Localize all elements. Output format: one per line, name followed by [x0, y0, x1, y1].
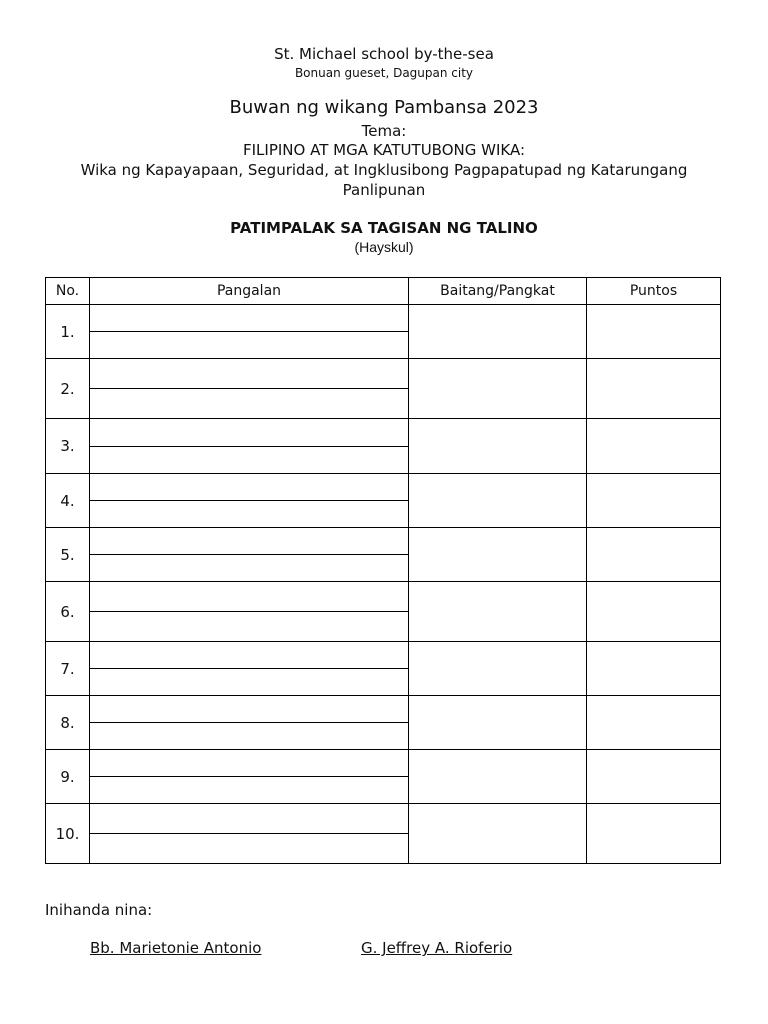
row-number: 7. [46, 642, 90, 696]
name-cell[interactable] [90, 750, 409, 804]
name-cell[interactable] [90, 305, 409, 359]
name-entry-line[interactable] [90, 833, 408, 863]
name-entry-line[interactable] [90, 642, 408, 668]
points-cell[interactable] [587, 804, 721, 864]
name-cell[interactable] [90, 528, 409, 582]
name-entry-line[interactable] [90, 668, 408, 695]
points-cell[interactable] [587, 696, 721, 750]
row-number: 5. [46, 528, 90, 582]
table-row [46, 359, 721, 419]
grade-section-cell[interactable] [409, 696, 587, 750]
row-number: 9. [46, 750, 90, 804]
points-cell[interactable] [587, 305, 721, 359]
name-entry-line[interactable] [90, 474, 408, 500]
name-entry-line[interactable] [90, 419, 408, 446]
name-entry-line[interactable] [90, 500, 408, 527]
points-cell[interactable] [587, 419, 721, 474]
name-entry-line[interactable] [90, 611, 408, 641]
row-number: 3. [46, 419, 90, 474]
grade-section-cell[interactable] [409, 419, 587, 474]
theme-text: Wika ng Kapayapaan, Seguridad, at Ingklusibong Pagpapatupad ng Katarungang Panlipunan [80, 161, 688, 199]
row-number: 8. [46, 696, 90, 750]
points-cell[interactable] [587, 642, 721, 696]
table-row [46, 474, 721, 528]
theme-label: Tema: [361, 122, 407, 140]
points-cell[interactable] [587, 359, 721, 419]
name-cell[interactable] [90, 804, 409, 864]
name-cell[interactable] [90, 474, 409, 528]
name-entry-line[interactable] [90, 582, 408, 611]
name-cell[interactable] [90, 582, 409, 642]
table-row [46, 750, 721, 804]
points-cell[interactable] [587, 582, 721, 642]
contest-level: (Hayskul) [354, 239, 414, 255]
table-row [46, 804, 721, 864]
grade-section-cell[interactable] [409, 804, 587, 864]
name-entry-line[interactable] [90, 388, 408, 418]
school-name: St. Michael school by-the-sea [274, 45, 494, 63]
participant-table [45, 277, 721, 864]
row-number: 6. [46, 582, 90, 642]
contest-title: PATIMPALAK SA TAGISAN NG TALINO [230, 219, 538, 237]
header-points: Puntos [587, 278, 721, 305]
points-cell[interactable] [587, 528, 721, 582]
name-entry-line[interactable] [90, 331, 408, 358]
name-entry-line[interactable] [90, 750, 408, 776]
table-row [46, 528, 721, 582]
theme-title: FILIPINO AT MGA KATUTUBONG WIKA: [243, 141, 525, 159]
name-entry-line[interactable] [90, 359, 408, 388]
points-cell[interactable] [587, 750, 721, 804]
name-entry-line[interactable] [90, 696, 408, 722]
grade-section-cell[interactable] [409, 582, 587, 642]
name-cell[interactable] [90, 642, 409, 696]
name-cell[interactable] [90, 419, 409, 474]
grade-section-cell[interactable] [409, 528, 587, 582]
grade-section-cell[interactable] [409, 642, 587, 696]
school-address: Bonuan gueset, Dagupan city [294, 66, 474, 80]
header-name: Pangalan [90, 278, 409, 305]
signatory-2: G. Jeffrey A. Rioferio [361, 939, 513, 957]
grade-section-cell[interactable] [409, 359, 587, 419]
name-entry-line[interactable] [90, 446, 408, 474]
table-row [46, 305, 721, 359]
name-entry-line[interactable] [90, 305, 408, 331]
table-row [46, 419, 721, 474]
header-no: No. [46, 278, 90, 305]
name-entry-line[interactable] [90, 722, 408, 749]
points-cell[interactable] [587, 474, 721, 528]
table-row [46, 642, 721, 696]
name-entry-line[interactable] [90, 528, 408, 554]
table-row [46, 696, 721, 750]
row-number: 2. [46, 359, 90, 419]
name-cell[interactable] [90, 359, 409, 419]
name-entry-line[interactable] [90, 776, 408, 803]
header-grade-section: Baitang/Pangkat [409, 278, 587, 305]
name-entry-line[interactable] [90, 554, 408, 581]
grade-section-cell[interactable] [409, 305, 587, 359]
event-title: Buwan ng wikang Pambansa 2023 [229, 97, 539, 118]
table-header-row [46, 278, 721, 305]
grade-section-cell[interactable] [409, 750, 587, 804]
row-number: 4. [46, 474, 90, 528]
row-number: 10. [46, 804, 90, 864]
row-number: 1. [46, 305, 90, 359]
prepared-by-label: Inihanda nina: [45, 901, 153, 919]
name-cell[interactable] [90, 696, 409, 750]
table-row [46, 582, 721, 642]
name-entry-line[interactable] [90, 804, 408, 833]
grade-section-cell[interactable] [409, 474, 587, 528]
signatory-1: Bb. Marietonie Antonio [90, 939, 262, 957]
